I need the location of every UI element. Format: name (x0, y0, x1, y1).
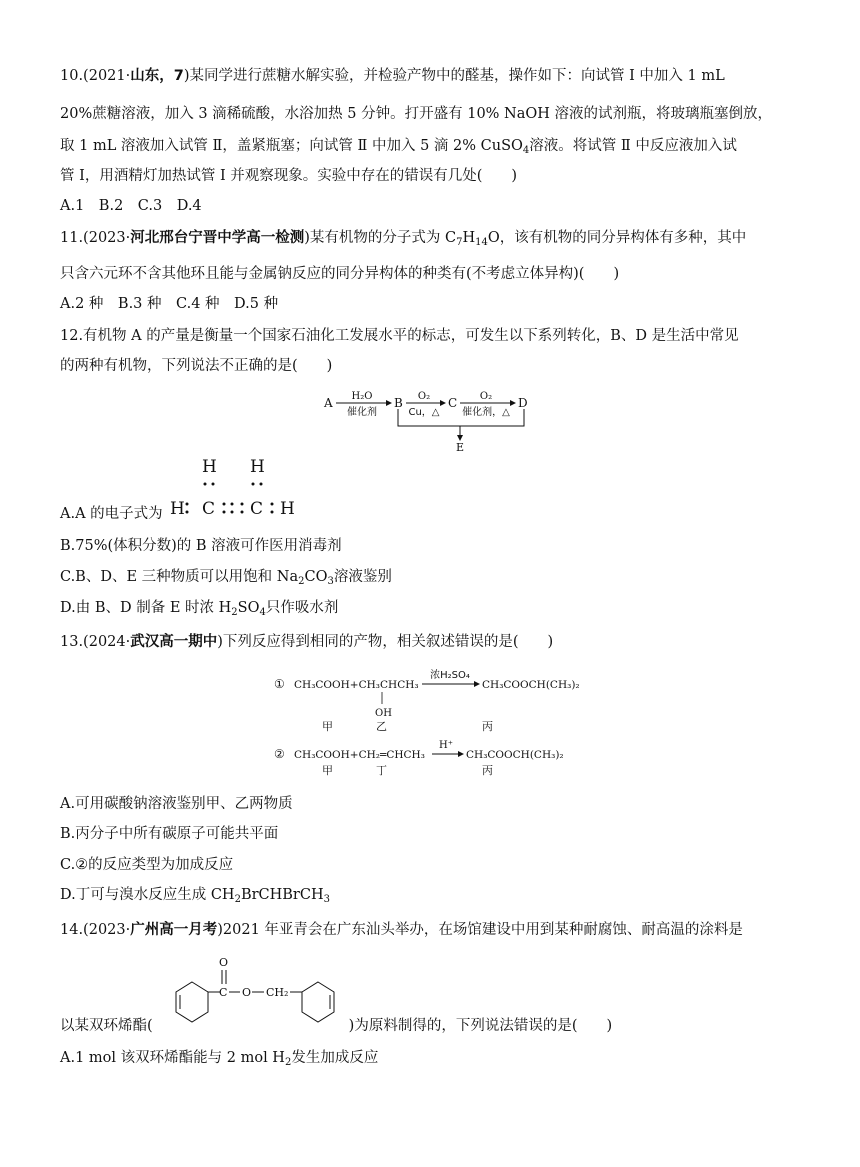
svg-text:催化剂，△: 催化剂，△ (462, 407, 510, 418)
q10-source: 山东，7 (130, 68, 184, 84)
q13-source: 武汉高一期中 (130, 634, 218, 650)
svg-text:C: C (202, 499, 216, 519)
scheme-A: A (324, 396, 333, 410)
scheme-D: D (518, 396, 528, 410)
q10-line-4: 管 Ⅰ，用酒精灯加热试管 Ⅰ 并观察现象。实验中存在的错误有几处( ) (60, 168, 518, 184)
rxn2-reactants: CH₃COOH+CH₂═CHCH₃ (294, 749, 425, 761)
svg-text:C: C (250, 499, 264, 519)
scheme-E: E (456, 441, 465, 454)
svg-text:H₂O: H₂O (351, 391, 373, 402)
q14-option-a: A.1 mol 该双环烯酯能与 2 mol $H_2$发生加成反应 (60, 1050, 379, 1068)
svg-text:H: H (170, 499, 185, 519)
q13-reactions (272, 664, 602, 780)
svg-text:H: H (250, 457, 265, 477)
scheme-B: B (394, 396, 403, 410)
svg-text:OH: OH (375, 708, 392, 719)
svg-text:甲: 甲 (322, 764, 333, 777)
q10-line-2: 20%蔗糖溶液，加入 3 滴稀硫酸，水浴加热 5 分钟。打开盛有 10% NaOH 溶液的试剂瓶，将玻璃瓶塞倒放， (60, 106, 773, 122)
q13-option-a: A.可用碳酸钠溶液鉴别甲、乙两物质 (60, 796, 293, 812)
q11-line-2: 只含六元环不含其他环且能与金属钠反应的同分异构体的种类有(不考虑立体异构)( ) (60, 266, 620, 282)
svg-text:②: ② (274, 747, 285, 761)
svg-text:催化剂: 催化剂 (347, 407, 377, 418)
q11-options: A.2 种 B.3 种 C.4 种 D.5 种 (60, 296, 279, 312)
q11-source: 河北邢台宁晋中学高一检测 (130, 230, 305, 246)
svg-text:C: C (219, 986, 228, 999)
q12-line-1: 12.有机物 A 的产量是衡量一个国家石油化工发展水平的标志，可发生以下系列转化，B、D 是生活中常见 (60, 328, 739, 344)
q14-source: 广州高一月考 (130, 922, 218, 938)
q14-line-1: 14.(2023·广州高一月考)2021 年亚青会在广东汕头举办，在场馆建设中用到某种耐腐蚀、耐高温的涂料是 (60, 922, 743, 938)
svg-text:O₂: O₂ (417, 391, 431, 402)
svg-text:O: O (219, 956, 229, 969)
q12-option-a: A.A 的电子式为 (60, 506, 163, 522)
q13-line-1: 13.(2024·武汉高一期中)下列反应得到相同的产物，相关叙述错误的是( ) (60, 634, 554, 650)
rxn2-product: CH₃COOCH(CH₃)₂ (466, 749, 564, 761)
scheme-C: C (448, 396, 458, 410)
q13-option-d: D.丁可与溴水反应生成 $CH_2BrCHBrCH_3$ (60, 887, 330, 905)
q10-line-1: 10.(2021·山东，7)某同学进行蔗糖水解实验，并检验产物中的醛基，操作如下：向试管 Ⅰ 中加入 1 mL (60, 68, 725, 84)
svg-text:①: ① (274, 677, 285, 691)
rxn1-product: CH₃COOCH(CH₃)₂ (482, 679, 580, 691)
svg-text:Cu，△: Cu，△ (408, 407, 440, 418)
svg-text:H: H (280, 499, 295, 519)
q12-option-c: C.B、D、E 三种物质可以用饱和 $Na_2CO_3$溶液鉴别 (60, 569, 392, 587)
svg-text:O₂: O₂ (479, 391, 493, 402)
svg-text:丁: 丁 (376, 764, 387, 777)
ethylene-electron-formula (168, 452, 308, 528)
q13-option-b: B.丙分子中所有碳原子可能共平面 (60, 826, 279, 842)
rxn1-reactants: CH₃COOH+CH₃CHCH₃ (294, 679, 419, 691)
svg-text:甲: 甲 (322, 720, 333, 733)
q10-line-3: 取 1 mL 溶液加入试管 Ⅱ，盖紧瓶塞；向试管 Ⅱ 中加入 5 滴 2% CuSO$_4$溶液。将试管 Ⅱ 中反应液加入试 (60, 138, 737, 156)
q12-reaction-scheme (320, 384, 540, 454)
q12-option-d: D.由 B、D 制备 E 时浓 $H_2SO_4$只作吸水剂 (60, 600, 339, 618)
svg-text:H⁺: H⁺ (439, 740, 453, 751)
q10-options: A.1 B.2 C.3 D.4 (60, 198, 202, 214)
q13-option-c: C.②的反应类型为加成反应 (60, 857, 234, 873)
q12-option-b: B.75%(体积分数)的 B 溶液可作医用消毒剂 (60, 538, 342, 554)
svg-text:O: O (242, 986, 252, 999)
svg-text:浓H₂SO₄: 浓H₂SO₄ (430, 670, 470, 681)
svg-text:H: H (202, 457, 217, 477)
svg-text:丙: 丙 (482, 764, 493, 777)
svg-text:CH₂: CH₂ (266, 986, 289, 999)
q12-line-2: 的两种有机物，下列说法不正确的是( ) (60, 358, 333, 374)
svg-text:乙: 乙 (376, 720, 387, 733)
q11-line-1: 11.(2023·河北邢台宁晋中学高一检测)某有机物的分子式为 $C_7H_{14}O$，该有机物的同分异构体有多种，其中 (60, 230, 747, 248)
q14-line-2: 以某双环烯酯( )为原料制得的，下列说法错误的是( ) (60, 1018, 613, 1034)
svg-text:丙: 丙 (482, 720, 493, 733)
